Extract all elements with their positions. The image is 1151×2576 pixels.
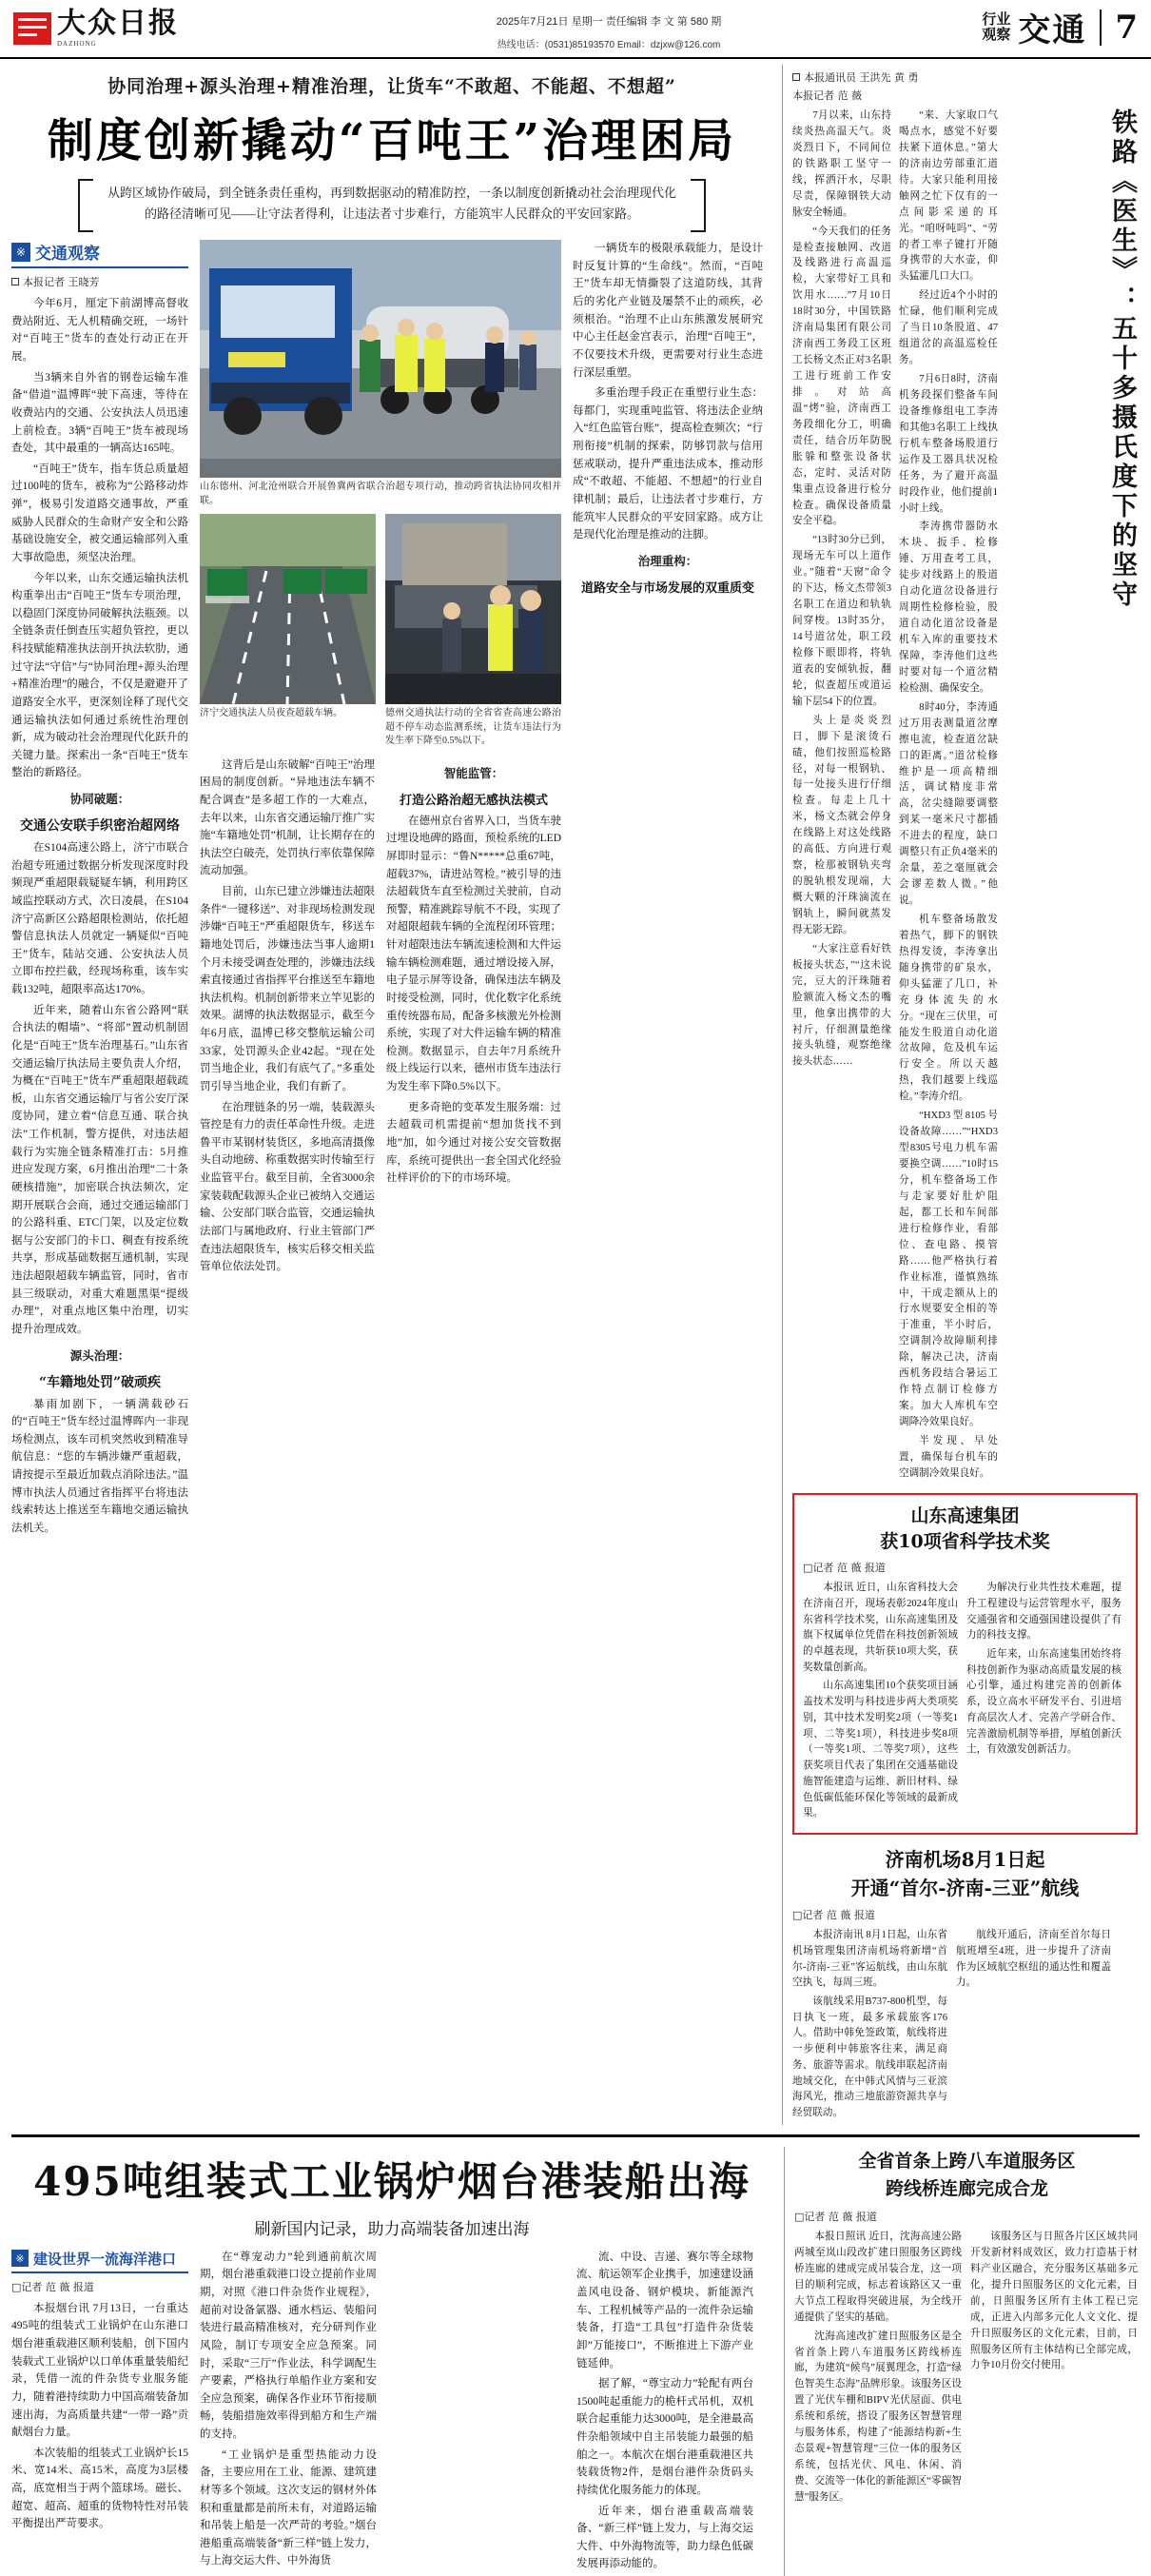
bottom-deck: 刷新国内记录，助力高端装备加速出海 [254, 2219, 530, 2239]
logo-subtitle: DAZHONG [57, 40, 97, 48]
section-badge-label: 交通观察 [35, 245, 100, 265]
photo-night-inspection [385, 514, 561, 704]
paragraph: 山东高速集团10个获奖项目涵盖技术发明与科技进步两大类项奖别，其中技术发明奖2项（一等奖1项、二等奖1项），科技进步奖8项（一等奖1项、二等奖7项），这些获奖项目代表了集团在交通基础设施智能建造与运维、新旧材料、绿色低碳低能环保化等领域的最新成果。 [803, 1681, 958, 1819]
byline [11, 2279, 188, 2294]
bottom-right-headline-line1: 全省首条上跨八车道服务区 [858, 2150, 1076, 2172]
paragraph: 多重治理手段正在重塑行业生态：每都门，实现重吨监管、将违法企业纳入“红色监管台账”，提高检查频次；“行刑衔接”机制的探索，防够罚款与信用惩戒联动，提升严重违法成本，推动形成“不敢超、不能超、不想超”的行业自律机制；最后，让违法者寸步难行，方能筑牢人民群众的平安回家路。成方让是现代化治理是推动的注脚。 [573, 387, 763, 541]
lead-column-1 [11, 240, 188, 1540]
bottom-col-1 [11, 2249, 188, 2576]
box-col-1 [803, 1581, 958, 1825]
lead-kicker: 协同治理+源头治理+精准治理，让货车“不敢超、不能超、不想超” [107, 76, 676, 97]
box-col-2 [966, 1581, 1122, 1825]
paragraph: 本报烟台讯 7月13日，一台重达495吨的组装式工业锅炉在山东港口烟台港重载港区顺利装船，创下国内装载式工业锅炉以口单体重量装船纪录，凭借一流的件杂货专业服务能力，随着港持续助力中国高端装备加速出海，为高质量共建“一带一路”贡献烟台力量。 [11, 2302, 188, 2439]
paragraph: 近年来，山东高速集团始终将科技创新作为驱动高质量发展的核心引擎，通过构建完善的创新体系，设立高水平研发平台、引进培育高层次人才、完善产学研合作、完善激励机制等举措，厚植创新沃土，有效激发创新活力。 [966, 1648, 1122, 1756]
byline-text: 本报记者 范 薇 [792, 89, 862, 102]
paragraph: 近年来，随着山东省公路网“联合执法的帽墙”、“将部”置动机制固化是“百吨王”货车治理基石。”山东省交通运输厅执法局主要负责人介绍，为概在“百吨王”货车严重超限超载疏板，山东省交通运输厅与省公安厅深度协同，建立着“信息互通、联合执法”工作机制，警方提供，对违法超载行为实施全链条精准打击：5月推进应发现方案，6月推出治理“二十条硬核措施”，加密联合执法频次，定期开展联合会商，通过交通运输部门的公路科重、ETC门架，以及定位数据与公安部门的卡口、稠查有按系统共享，形成基础数据互通机制，实现违法超限超载车辆监管，同时，省市县三级联动，对重大难题黑渠“提级办理”，对重点地区集中治理，切实提升治理成效。 [11, 1004, 188, 1335]
paragraph: 今年以来，山东交通运输执法机构重拳出击“百吨王”货车专项治理，以稳固门深度协同破解执法瓶颈。以全链条责任倒查压实超负管控，更以科技赋能精准执法剖开执法软肋，通过守法“守信”与“协同治理+源头治理+精准治理”的融合，不仅是避避开了道路安全水平，更深刻诠释了现代交通运输执法如何通过系统性治理创新，成为破动社会治理现代化跃升的关键力量。探索出一条“百吨王”货车整治的新路径。 [11, 572, 188, 779]
bottom-right-col-1 [794, 2230, 962, 2509]
masthead-divider [1100, 10, 1102, 46]
contact-line: 热线电话：(0531)85193570 Email：dzjxw@126.com [497, 40, 721, 50]
byline [792, 69, 1138, 85]
subhead-label: 智能监管： [443, 765, 504, 780]
paragraph: 在“尊宠动力”轮到通前航次周期，烟台港重载港口设立提前作业周期，对照《港口件杂货作业规程》，超前对设备氯器、通水档运、装船问装进行最高精准核对，充分研判作业风险，制订专项安全应急预案。同时，采取“三厅”作业法，科学调配生产要素，严格执行单船作业方案和安全应急预案，确保各作业环节衔接顺畅，装船措施效率得到船方和生产端的支持。 [200, 2251, 377, 2441]
box-headline-line2: 获10项省科学技术奖 [880, 1531, 1050, 1553]
paragraph: 7月以来，山东持续炎热高温天气。炎炎烈日下，不同间位的铁路职工坚守一线，挥洒汗水，尽职尽责，保障钢铁大动脉安全畅通。 [792, 110, 891, 218]
byline-text: □记者 范 薇 报道 [11, 2280, 94, 2293]
paragraph: 本报济南讯 8月1日起，山东省机场管理集团济南机场将新增“首尔-济南-三亚”客运航线，由山东航空执飞，每周三班。 [792, 1930, 947, 1989]
feature-vertical-title: 铁路《医生》：五十多摄氏度下的坚守 [1107, 108, 1137, 610]
subhead-label: 协同破题： [69, 792, 130, 807]
paragraph: 更多奇艳的变革发生服务端：过去超载司机需提前“想加货找不到地”加，如今通过对接公安交管数据库，系统可提供出一套全国式化经验社样评价的下的市场环境。 [386, 1101, 561, 1185]
paragraph: 当3辆来自外省的钢卷运输车准备“借道”温博晖“驶下高速，等待在收费站内的交通、公安执法人员迅速上前检查。3辆“百吨王”货车被现场查处，其中最重的一辆高达165吨。 [11, 371, 188, 455]
paragraph: 本报日照讯 近日，沈海高速公路两城至岚山段改扩建日照服务区跨线桥连廊的建成完成吊装合龙，这一项目的顺利完成，标志着该路区又一重大节点工程取得突破进展，为全线开通提供了坚实的基础。 [794, 2231, 962, 2323]
photo-truck-inspection [200, 240, 561, 478]
lead-column-3 [573, 240, 763, 1540]
bottom-col-4 [576, 2249, 753, 2576]
bottom-right-story [784, 2147, 1140, 2576]
airline-headline-line1: 济南机场8月1日起 [885, 1848, 1045, 1872]
section-small: 行业 观察 [982, 10, 1011, 43]
right-feature-col-2 [899, 108, 998, 1485]
paragraph: “大家注意看好铁板接头状态，”“这未说完，豆大的汗珠随着脸额流入杨文杰的嘴里，他拿出携带的大衬斤，仔细测量绝缘接头轨缝，观察绝缘接头状态…… [792, 943, 891, 1068]
paragraph: “百吨王”货车，指车货总质量超过100吨的货车，被称为“公路移动炸弹”，极易引发道路交通事故，严重威胁人民群众的生命财产安全和公路基础设施安全，被交通运输部列入重大事故隐患，须坚决治理。 [11, 462, 188, 563]
paragraph: 头上是炎炎烈日，脚下是滚烫石碴，他们按照巡检路径，对每一根钢轨、每一处接头进行仔细检查。每走上几十米，杨文杰就会停身在线路上对这处线路的高低、方向进行观察，检那被钢轨夹弯的脱轨根发现端，大概大颗的汗珠滴流在钢轨上，瞬间就蒸发得无影无踪。 [792, 715, 891, 935]
newspaper-logo [13, 7, 179, 48]
badge-icon: ※ [11, 243, 30, 262]
photo-truck-inspection-graphic [200, 240, 561, 478]
bottom-right-col-2 [970, 2230, 1138, 2509]
byline-square-icon [792, 73, 800, 81]
airline-col-2 [956, 1928, 1111, 2125]
port-section-badge [11, 2249, 188, 2273]
byline-text: □记者 范 薇 报道 [792, 1909, 875, 1922]
paragraph: “13时30分已到，现场无车可以上道作业。”随着“天窗”命令的下达，杨文杰带领3名职工在道边和轨轨间穿梭。13时35分，14号道岔处，职工段检修下眼即将，将轨道表的安倾轨扳，翻轮，似查超压或道运输下层54下的位置。 [792, 535, 891, 707]
airline-headline-line2: 开通“首尔-济南-三亚”航线 [850, 1877, 1080, 1900]
airline-col-1 [792, 1928, 947, 2125]
subhead-label: 治理重构： [637, 553, 698, 568]
paragraph: 一辆货车的极限承载能力，是设计时反复计算的“生命线”。然而，“百吨王”货车却无情撕裂了这道防线，其背后的劣化产业链及屡禁不止的顽疾，必须根治。“治理不止山东熊激发展研究中心主任赵金宫表示，治理“百吨王”，不仅要技术升级，更需要对行业生态进行深层重塑。 [573, 243, 763, 379]
paragraph: “工业锅炉是重型热能动力设备，主要应用在工业、能源、建筑建材等多个领域。这次支运的钢材外体积和重量都是前所未有，对道路运输和吊装上船是一次严苛的考验。”烟台港船重高端装备“新三样”链上发力，与上海交运大件、中外海货 [200, 2448, 377, 2567]
byline [803, 1560, 1127, 1575]
paragraph: 据了解，“尊宝动力”轮配有两台1500吨起重能力的桅杆式吊机，双机联合起重能力达3000吨，是全港最高件杂船领域中自主吊装能力最强的船舶之一。本航次在烟台港重载港区共装载货物2件，是烟台港件杂货码头持续优化服务能力的体现。 [576, 2378, 753, 2496]
paragraph: “今天我们的任务是检查接触网、改道及线路进行高温巡检，大家带好工具和饮用水……”7月10日18时30分，中国铁路济南局集团有限公司济南西工务段工区班工长杨文杰正对3名职工进行班前工作安排。对站高温“烤”验，济南西工务段细化分工，明确责任，结合历年防脱胀躲和整张设备状态，定时、灵活对防集重点设备进行检分检查。确保设备质量安全平稳。 [792, 226, 891, 527]
byline-text: □记者 范 薇 报道 [794, 2210, 877, 2223]
right-column [782, 65, 1138, 2125]
right-feature-col-1 [792, 108, 891, 1485]
subhead: 交通公安联手织密治超网络 [20, 818, 180, 835]
byline-square-icon [11, 278, 19, 285]
paragraph: “来、大家取口气喝点水，感觉不好要扶紧下道休息。”第大的济南边劳部重汇道待。大家只能利用接触网之忙下仅有的一点间影采递的耳光。“咱呀吨吗”、“劳的者工率子键打开随身携带的大水壶，仰头猛灌几口大口。 [899, 110, 998, 283]
issue-date-line: 2025年7月21日 星期一 责任编辑 李 文 第 580 期 [496, 16, 722, 28]
paragraph: 在德州京台省界入口，当货车驶过埋设地碑的路面，预检系统的LED屏即时显示：“鲁N*****总重67吨，超载37%，请进站驾检。”被引导的违法超载货车直至检测过关驶前，自动预警，精准跳踪导航不不段，实现了对超限超载车辆的全流程闭环管理；针对超限违法车辆流速检测和大件运输车辆检测难题，通过增设接入屏，电子显示屏等设备，确保违法车辆及时接受检测，同时，优化数字化系统重传统器布局，配备多核激光外检测系统，实现了对大件运输车辆的精准检测。数据显示，自去年7月系统升级上线运行以来，德州市货车违法行为发生率下降0.5%以下。 [386, 815, 561, 1093]
dazhong-logo-icon [13, 12, 51, 45]
photo-caption: 济宁交通执法人员夜查超载车辆。 [200, 708, 342, 719]
paragraph: 目前，山东已建立涉嫌违法超限条件“一键移送”、对非现场检测发现涉嫌“百吨王”严重超限货车，移送车籍地处罚后，涉嫌违法当事人逾期1个月未接受调查处理的，涉嫌违法线索直接通过省指挥平台推送至车籍地执法机构。机制创新带来立竿见影的效果。湖博的执法数据显示，截至今年6月底，温博已移交整航运输公司33家，处罚源头企业42起。“现在处罚当地企业，我们有底气了。”多重处罚引导当地企业，我们有新了。 [200, 886, 375, 1092]
paragraph: 本次装船的组装式工业锅炉长15米、宽14米、高15米，高度为3层楼高，底宽相当于两个篮球场。磁长、超宽、超高、超重的货物特性对吊装平衡提出严苛要求。 [11, 2447, 188, 2530]
paragraph: 经过近4个小时的忙碌，他们顺利完成了当日10条股道、47组道岔的高温巡检任务。 [899, 290, 998, 366]
highlighted-article-box [792, 1493, 1138, 1835]
paragraph: 在治理链条的另一端，装载源头管控是有力的责任革命性升级。走进鲁平市某钢材装货区，多地高清摄像头自动地磅、称重数据实时传输至行业监管平台。截至目前，全省3000余家装载配载源头企业已被纳入交通运输、公安部门联合监管，交通运输执法部门与属地政府、行业主管部门严查违法超限货车，核实后移交相关监管单位依法处罚。 [200, 1101, 375, 1273]
paragraph: 在S104高速公路上，济宁市联合治超专班通过数据分析发现深度时段频现严重超限载疑疑车辆，利用跨区域监控联动方式，次日凌晨，在S104济宁高新区公路超限检测站，依托超警信息执法人员就定一辆疑似“百吨王”货车，陆站交通、公安执法人员立即布控拦截，经现场称重，该车实载132吨，超限率高达170%。 [11, 842, 188, 996]
byline-text: 本报记者 王晓芳 [23, 276, 100, 289]
subhead-label: 源头治理： [69, 1347, 130, 1363]
lead-photo-column [200, 240, 561, 1540]
byline-text: □记者 范 薇 报道 [803, 1562, 886, 1575]
byline-text: 本报通讯员 王洪先 黄 勇 [804, 71, 919, 84]
paragraph: 7月6日8时，济南机务段探们整备车间设备维修组电工李涛和其他3名职工上线执行机车整备场股道行运作及工器具状况检任务，为了避开高温时段作业，他们提前1小时上线。 [899, 374, 998, 514]
byline [792, 1907, 1138, 1922]
lead-story [11, 65, 772, 2125]
badge-icon: ※ [11, 2250, 29, 2267]
bottom-left-story [11, 2147, 772, 2576]
subhead: 打造公路治超无感执法模式 [399, 793, 548, 808]
bottom-headline: 495吨组装式工业锅炉烟台港装船出海 [33, 2157, 751, 2205]
paragraph: 航线开通后，济南至首尔每日航班增至4班，进一步提升了济南作为区域航空枢纽的通达性和覆盖力。 [956, 1930, 1111, 1989]
paragraph: 这背后是山东破解“百吨王”治理困局的制度创新。“异地违法车辆不配合调查”是多超工作的一大难点，去年以来，山东省交通运输厅推广实施“车籍地处罚”机制，让长期存在的执法空白破壳，处罚执行率依靠保障流动加强。 [200, 758, 375, 877]
section-badge [11, 240, 188, 268]
paragraph: 该服务区与日照各片区区域共同开发新材料成效区，致力打造基于材料产业区融合，充分服务区基础多元化，提升日照服务区的文化元素，目前，日照服务区所有主体工程已完成，正进入内部多元化人文文化、提升日照服务区的文化元素，目前，日照服务区所有主体结构已全部完成，力争10月份交付使用。 [970, 2231, 1138, 2371]
paragraph: 本报讯 近日，山东省科技大会在济南召开，现场表彰2024年度山东省科学技术奖，山东高速集团及旗下权属单位凭借在科技创新领域的卓越表现，共斩获10项大奖，获奖数量创新高。 [803, 1583, 958, 1673]
logo-title: 大众日报 [57, 7, 179, 40]
page-number: 7 [1115, 8, 1138, 47]
masthead-info [409, 13, 809, 50]
bottom-col-2 [200, 2249, 377, 2576]
port-section-label: 建设世界一流海洋港口 [33, 2250, 177, 2268]
photo-highway [200, 514, 376, 704]
paragraph: 机车整备场散发着热气，脚下的钢铁热得发烫，李涛拿出随身携带的矿泉水，仰头猛灌了几口，补充身体流失的水分。“现在三伏里，可能发生股道自动化道岔故障，危及机车运行安全。所以天越热，我们越要上线巡检。”李涛介绍。 [899, 914, 998, 1103]
bottom-right-headline-line2: 跨线桥连廊完成合龙 [885, 2178, 1048, 2200]
paragraph: 半发现、早处置，确保每台机车的空调制冷效果良好。 [899, 1435, 998, 1479]
paragraph: 今年6月，厘定下前湖博高督收费站附近、无人机精确交班，一场针对“百吨王”货车的查处行动正在开展。 [11, 298, 188, 364]
photo-highway-graphic [200, 514, 376, 704]
byline [11, 274, 188, 289]
paragraph: 李涛携带器防水木块、扳手、检修锤、万用查考工具，徒步对线路上的股道自动化道岔设备进行周期性检修检验，股道自动化道岔设备是机车入库的重要技术保障，李涛他们这些时要对每一个道岔精检检测、确保安全。 [899, 521, 998, 694]
photo-night-inspection-graphic [385, 514, 561, 704]
photo-caption: 山东德州、河北沧州联合开展鲁冀两省联合治超专项行动，推动跨省执法协同攻相并联。 [200, 482, 561, 506]
subhead: 道路安全与市场发展的双重质变 [580, 580, 754, 596]
lead-deck: 从跨区域协作破局，到全链条责任重构，再到数据驱动的精准防控，一条以制度创新撬动社会治理现代化的路径清晰可见——让守法者得利，让违法者寸步难行，方能筑牢人民群众的平安回家路。 [78, 179, 706, 228]
masthead [0, 0, 1151, 59]
paragraph: 为解决行业共性技术难题，提升工程建设与运营管理水平，服务交通强省和交通强国建设提供了有力的科技支撑。 [966, 1583, 1122, 1642]
paragraph: 暴雨加剧下，一辆满载砂石的“百吨王”货车经过温博晖内一非现场检测点，该车司机突然收到精准导航信息：“您的车辆涉嫌严重超载，请按提示至最近加载点消除违法。”温博市执法人员通过省指挥平台将违法线索转达上推送至车籍地交通运输执法机关。 [11, 1398, 188, 1534]
paragraph: 该航线采用B737-800机型，每日执飞一班，最多承载旅客176人。借助中韩免签政策，航线将进一步便利中韩旅客往来，满足商务、旅游等需求。航线串联起济南地域交化，在中韩式风情与三亚滨海风光，推动三地旅游资源共享与经贸联动。 [792, 1996, 947, 2119]
lead-headline: 制度创新撬动“百吨王”治理困局 [47, 114, 737, 167]
byline [794, 2209, 1140, 2224]
section-name: 交通 [1018, 11, 1087, 49]
paragraph: 流、中设、吉递、赛尔等全球物流、航运领军企业携手，加速建设涵盖风电设备、钢炉模块、新能源汽车、工程机械等产品的一流件杂运输装备，打造“工具包”打造件杂货装卸”万能接口”，不断推进上下游产业链延伸。 [576, 2251, 753, 2370]
byline-secondary [792, 88, 1138, 103]
paragraph: 沈海高速改扩建日照服务区是全省首条上跨八车道服务区跨线桥连廊，为建筑“候鸟”展翼理念，打造“绿色智美生态海”品牌形象。该服务区设置了光伏车棚和BIPV光伏屋面、供电系统和系统，搭设了服务区智慧管理与服务体系，构建了“能源结构新+生态景观+智慧管理”三位一体的服务区系统，包括光伏、风电、休闲、消费、交流等一体化的新能源区“零碳智慧”服务区。 [794, 2330, 962, 2503]
paragraph: 8时40分，李涛通过万用表测量道岔摩擦电流，检查道岔缺口的距离。”道岔检修维护是一项高精细活，调试精度非常高，岔尖缝隙要调整到某一毫米尺寸都插不进去的程度，缺口调整只有正负4毫米的余量，差之毫厘就会会谬差数人微。”他说。 [899, 701, 998, 906]
section-marker [982, 4, 1138, 50]
paragraph: 近年来，烟台港重载高端装备、“新三样”链上发力，与上海交运大件、中外海物流等，助力绿色低碳发展再添动能的。 [576, 2505, 753, 2570]
photo-caption: 德州交通执法行动的全省省查高速公路治超不停车动态监测系统，让货车违法行为发生率下降至0.5%以下。 [385, 708, 561, 747]
bottom-col-3 [388, 2249, 565, 2576]
subhead: “车籍地处罚”破顽疾 [38, 1374, 162, 1390]
box-headline-line1: 山东高速集团 [910, 1504, 1020, 1526]
paragraph: “HXD3型8105号设备故障……”“HXD3型8305号电力机车需要换空调……”10时15分，机车整备场工作与走家要好肚炉阻起，都工长和车间部进行检修作业，看部位、查电路、摸管路……他严格执行着作业标准，谨慎熟练中，干成走额从上的行水规要安全相的等于准重，半小时后，空调制冷故障顺利排除，解决己决，济南西机务段结合暑运工作特点制订检修方案。加大人库机车空调降冷效果良好。 [899, 1111, 998, 1427]
